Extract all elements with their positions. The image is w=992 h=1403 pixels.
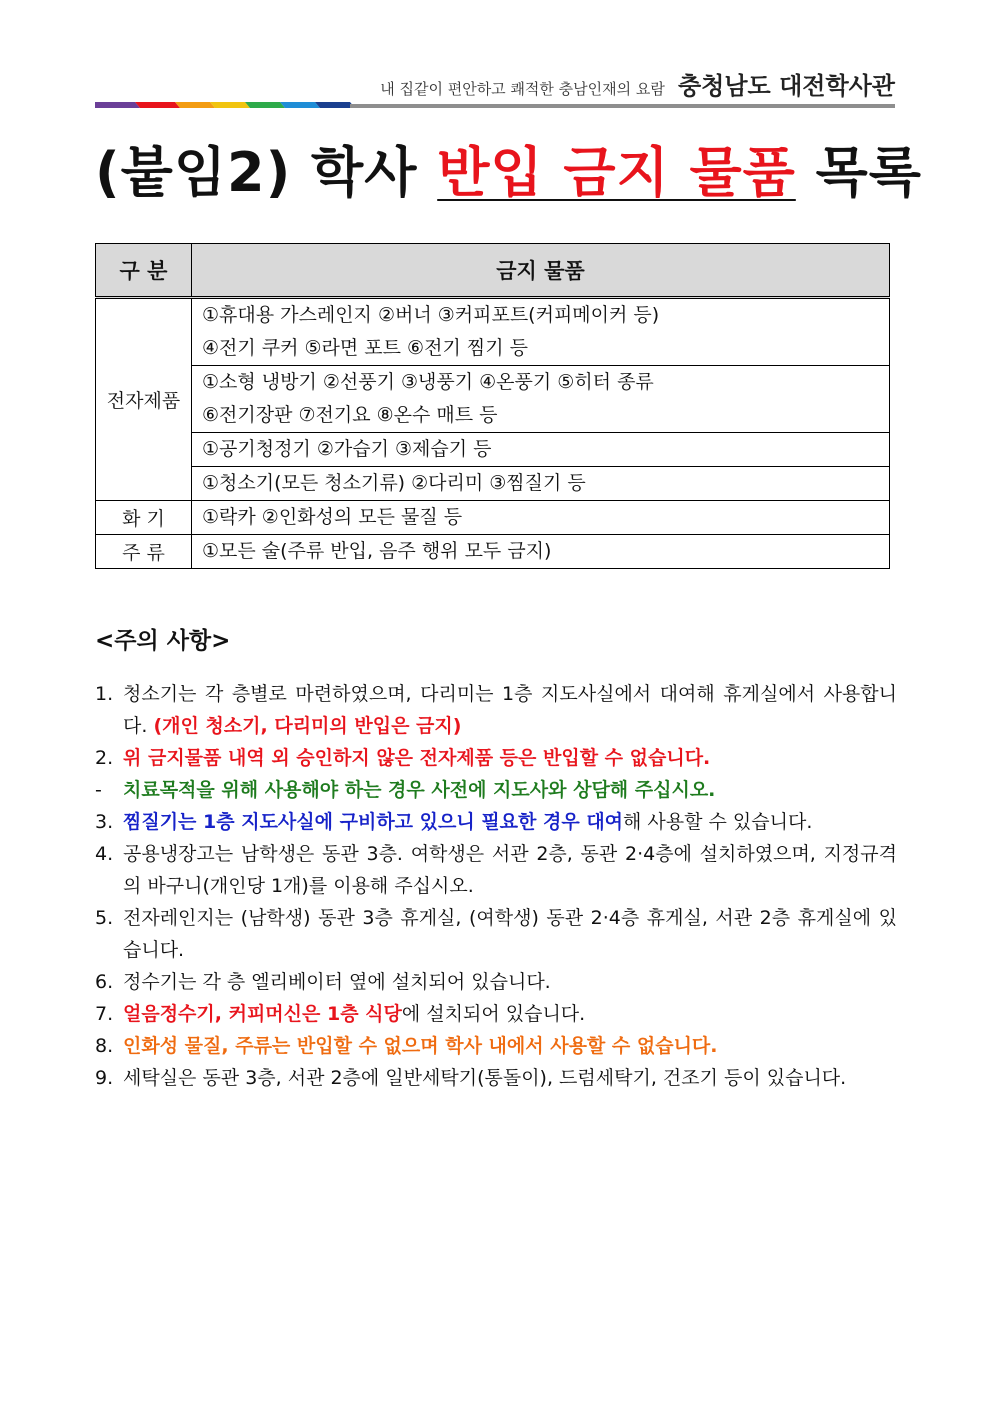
item-line: ①휴대용 가스레인지 ②버너 ③커피포트(커피메이커 등) xyxy=(202,304,660,326)
note-item xyxy=(95,838,897,902)
note-text-orange: 인화성 물질, 주류는 반입할 수 없으며 학사 내에서 사용할 수 없습니다. xyxy=(123,1035,718,1057)
category-electronics: 전자제품 xyxy=(96,298,192,501)
table-row xyxy=(96,501,890,535)
table-row xyxy=(96,366,890,433)
title-prefix: (붙임2) 학사 xyxy=(95,141,438,204)
prohibited-items-table xyxy=(95,243,890,569)
note-text-green: 치료목적을 위해 사용해야 하는 경우 사전에 지도사와 상담해 주십시오. xyxy=(123,779,716,801)
note-text: 에 설치되어 있습니다. xyxy=(401,1003,586,1025)
items-cell xyxy=(192,366,890,433)
note-text: 정수기는 각 층 엘리베이터 옆에 설치되어 있습니다. xyxy=(123,971,551,993)
items-cell: ①청소기(모든 청소기류) ②다리미 ③찜질기 등 xyxy=(192,467,890,501)
items-cell: ①모든 술(주류 반입, 음주 행위 모두 금지) xyxy=(192,535,890,569)
note-item xyxy=(95,678,897,742)
bar-segment-green xyxy=(245,102,285,108)
note-text: 전자레인지는 (남학생) 동관 3층 휴게실, (여학생) 동관 2·4층 휴게실, 서관 2층 휴게실에 있습니다. xyxy=(123,907,897,961)
note-text-red: (개인 청소기, 다리미의 반입은 금지) xyxy=(153,715,462,737)
note-number: 6. xyxy=(95,971,114,993)
note-number: 8. xyxy=(95,1035,114,1057)
item-line: ⑥전기장판 ⑦전기요 ⑧온수 매트 등 xyxy=(202,404,498,426)
note-number: 2. xyxy=(95,747,114,769)
notes-title: <주의 사항> xyxy=(95,628,231,654)
header-items: 금지 물품 xyxy=(192,244,890,298)
note-item xyxy=(95,1030,897,1062)
category-liquor: 주 류 xyxy=(96,535,192,569)
note-number: 9. xyxy=(95,1067,114,1089)
note-item xyxy=(95,902,897,966)
note-dash: - xyxy=(95,779,102,801)
bar-segment-purple xyxy=(95,102,140,108)
note-text: 세탁실은 동관 3층, 서관 2층에 일반세탁기(통돌이), 드럼세탁기, 건조기 등이 있습니다. xyxy=(123,1067,847,1089)
items-cell: ①락카 ②인화성의 모든 물질 등 xyxy=(192,501,890,535)
title-suffix: 목록 xyxy=(795,141,922,204)
note-number: 7. xyxy=(95,1003,114,1025)
note-item xyxy=(95,1062,897,1094)
page-title xyxy=(95,130,922,207)
note-subitem xyxy=(95,774,897,806)
note-item xyxy=(95,742,897,774)
notes-list xyxy=(95,678,897,1094)
note-number: 5. xyxy=(95,907,114,929)
note-text-red: 위 금지물품 내역 외 승인하지 않은 전자제품 등은 반입할 수 없습니다. xyxy=(123,747,711,769)
header-color-bar xyxy=(95,100,895,110)
note-item xyxy=(95,966,897,998)
items-cell: ①공기청정기 ②가습기 ③제습기 등 xyxy=(192,433,890,467)
table-row xyxy=(96,433,890,467)
table-header-row xyxy=(96,244,890,298)
header-category: 구 분 xyxy=(96,244,192,298)
document-header xyxy=(95,66,895,101)
note-item xyxy=(95,998,897,1030)
note-text-red: 얼음정수기, 커피머신은 1층 식당 xyxy=(123,1003,402,1025)
note-number: 4. xyxy=(95,843,114,865)
bar-segment-yellow xyxy=(210,102,250,108)
bar-segment-gray xyxy=(350,104,895,108)
item-line: ①소형 냉방기 ②선풍기 ③냉풍기 ④온풍기 ⑤히터 종류 xyxy=(202,371,654,393)
note-text-blue: 찜질기는 1층 지도사실에 구비하고 있으니 필요한 경우 대여 xyxy=(123,811,624,833)
bar-segment-lightblue xyxy=(280,102,320,108)
header-organization: 충청남도 대전학사관 xyxy=(677,72,895,100)
note-number: 1. xyxy=(95,683,114,705)
table-row xyxy=(96,467,890,501)
bar-segment-red xyxy=(135,102,180,108)
bar-segment-orange xyxy=(175,102,215,108)
note-item xyxy=(95,806,897,838)
header-slogan: 내 집같이 편안하고 쾌적한 충남인재의 요람 xyxy=(380,80,665,98)
note-text: 해 사용할 수 있습니다. xyxy=(623,811,813,833)
note-text: 공용냉장고는 남학생은 동관 3층. 여학생은 서관 2층, 동관 2·4층에 설치하였으며, 지정규격의 바구니(개인당 1개)를 이용해 주십시오. xyxy=(123,843,897,897)
note-number: 3. xyxy=(95,811,114,833)
table-row xyxy=(96,535,890,569)
category-fire: 화 기 xyxy=(96,501,192,535)
title-highlight: 반입 금지 물품 xyxy=(437,141,796,204)
items-cell xyxy=(192,298,890,366)
table-row xyxy=(96,298,890,366)
item-line: ④전기 쿠커 ⑤라면 포트 ⑥전기 찜기 등 xyxy=(202,337,528,359)
note-text: 청소기는 각 층별로 마련하였으며, 다리미는 1층 지도사실에서 대여해 휴게실에서 사용합니다. xyxy=(123,683,897,737)
bar-segment-navy xyxy=(315,102,355,108)
